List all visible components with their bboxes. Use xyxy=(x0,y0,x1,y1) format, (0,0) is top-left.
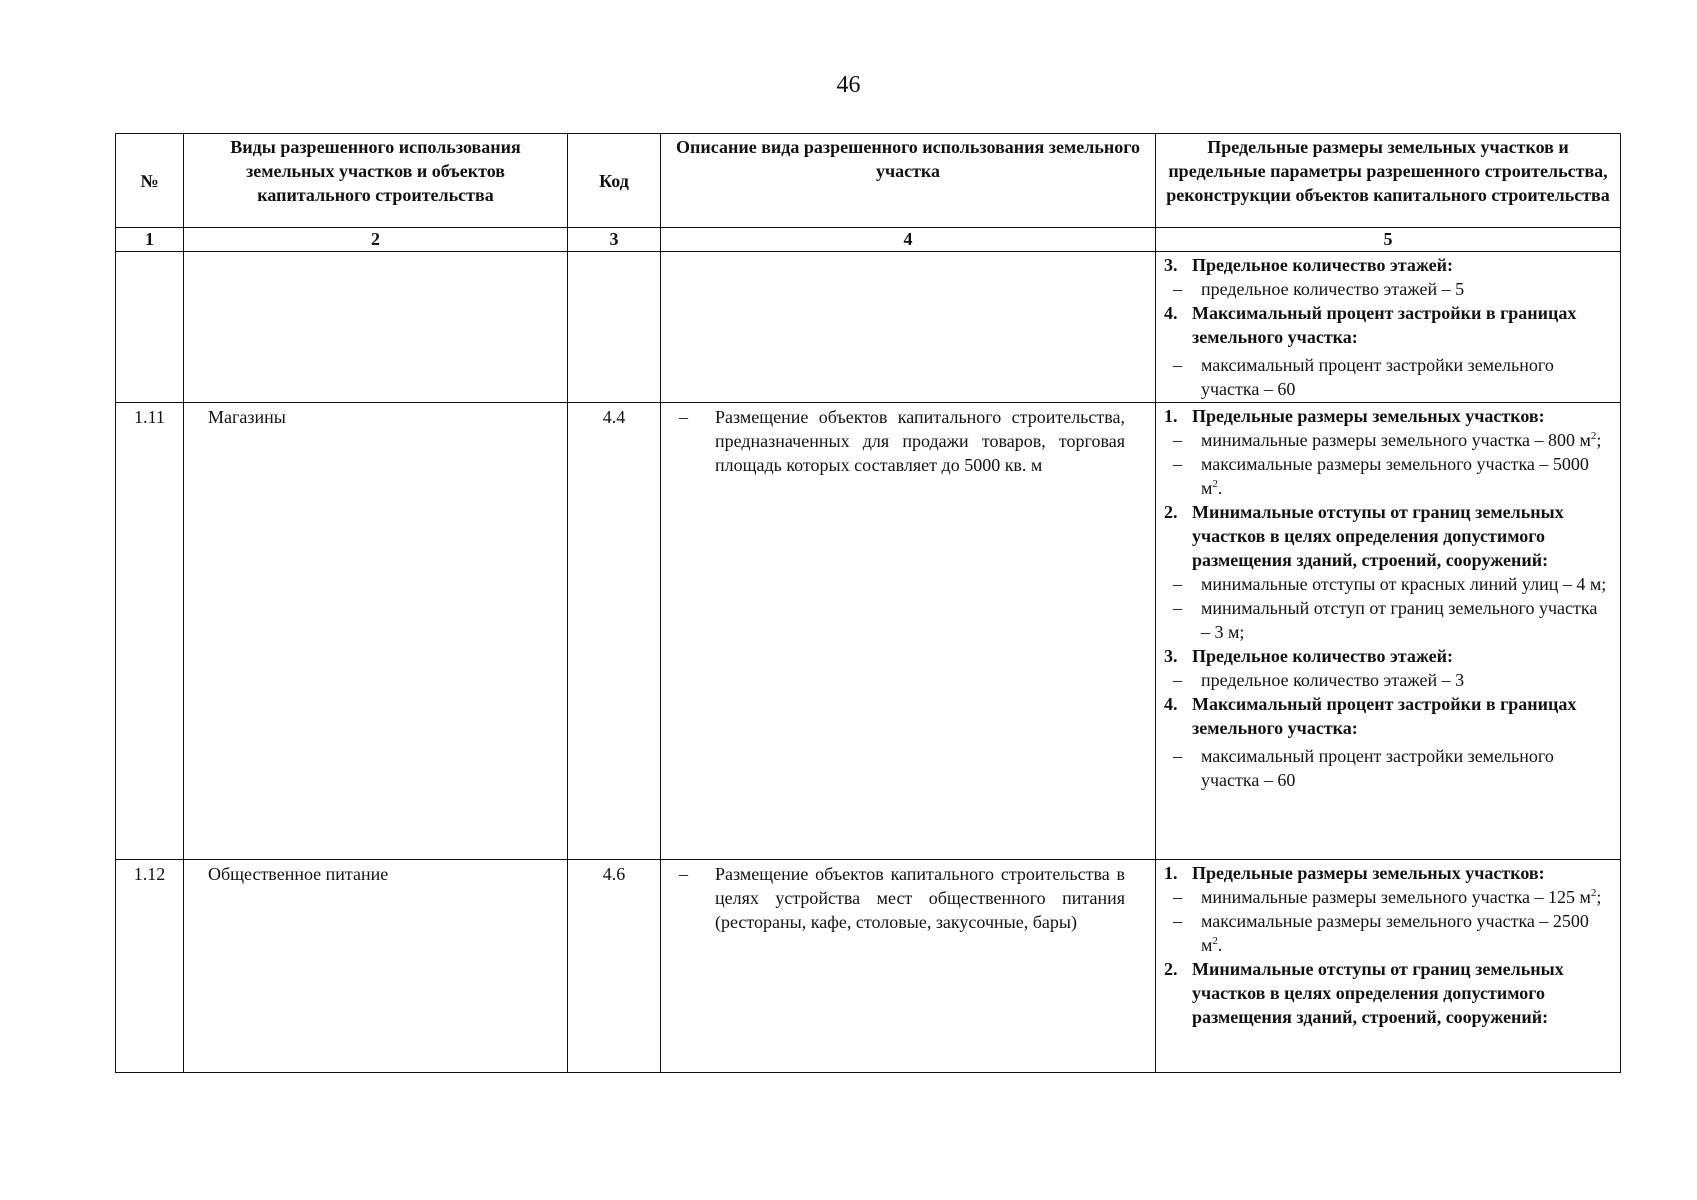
dash-bullet: – xyxy=(1173,279,1182,299)
param-section-number: 1. xyxy=(1164,863,1178,883)
param-item xyxy=(1164,885,1608,909)
row-code: 4.4 xyxy=(568,403,661,860)
dash-bullet: – xyxy=(1173,746,1182,766)
param-item-text: минимальные размеры земельного участка – 800 $м^2$; xyxy=(1201,430,1602,450)
param-item xyxy=(1164,909,1608,957)
dash-bullet: – xyxy=(1173,670,1182,690)
row-name xyxy=(184,252,568,403)
param-item xyxy=(1164,668,1608,692)
header-description: Описание вида разрешенного использования земельного участка xyxy=(661,134,1156,228)
row-name: Магазины xyxy=(184,403,568,860)
param-section xyxy=(1164,692,1608,740)
row-description xyxy=(661,252,1156,403)
row-params xyxy=(1156,252,1621,403)
param-item xyxy=(1164,277,1608,301)
param-item-text: минимальные размеры земельного участка – 125 $м^2$; xyxy=(1201,887,1602,907)
header-limits: Предельные размеры земельных участков и предельные параметры разрешенного строительства, реконструкции объектов капитального строительства xyxy=(1156,134,1621,228)
description-item xyxy=(677,405,1125,477)
param-item-text: минимальные отступы от красных линий улиц – 4 м; xyxy=(1201,574,1607,594)
param-item xyxy=(1164,572,1608,596)
description-text: Размещение объектов капитального строительства, предназначенных для продажи товаров, торговая площадь которых составляет до 5000 кв. м xyxy=(715,407,1125,475)
param-section xyxy=(1164,861,1608,885)
dash-bullet: – xyxy=(1173,430,1182,450)
dash-bullet: – xyxy=(679,407,688,427)
table-header-row xyxy=(116,134,1621,228)
param-section-heading: Максимальный процент застройки в границах земельного участка: xyxy=(1192,694,1577,738)
description-item xyxy=(677,862,1125,934)
column-number: 5 xyxy=(1156,228,1621,252)
page-number: 46 xyxy=(836,72,861,98)
param-section xyxy=(1164,500,1608,572)
row-description xyxy=(661,860,1156,1073)
dash-bullet: – xyxy=(1173,355,1182,375)
param-section-number: 1. xyxy=(1164,406,1178,426)
param-section-heading: Максимальный процент застройки в границах земельного участка: xyxy=(1192,303,1577,347)
header-num: № xyxy=(116,134,184,228)
param-section-heading: Минимальные отступы от границ земельных участков в целях определения допустимого размещения зданий, строений, сооружений: xyxy=(1192,502,1564,570)
dash-bullet: – xyxy=(1173,574,1182,594)
table-row xyxy=(116,403,1621,860)
row-params xyxy=(1156,860,1621,1073)
param-section xyxy=(1164,957,1608,1029)
dash-bullet: – xyxy=(1173,911,1182,931)
row-code xyxy=(568,252,661,403)
description-text: Размещение объектов капитального строительства в целях устройства мест общественного питания (рестораны, кафе, столовые, закусочные, бары) xyxy=(715,864,1125,932)
dash-bullet: – xyxy=(1173,454,1182,474)
param-section xyxy=(1164,301,1608,349)
column-number: 1 xyxy=(116,228,184,252)
param-item xyxy=(1164,428,1608,452)
param-section-heading: Предельные размеры земельных участков: xyxy=(1192,863,1545,883)
row-num: 1.11 xyxy=(116,403,184,860)
param-section xyxy=(1164,253,1608,277)
param-item xyxy=(1164,452,1608,500)
param-section xyxy=(1164,644,1608,668)
row-description xyxy=(661,403,1156,860)
column-number: 3 xyxy=(568,228,661,252)
param-item-text: предельное количество этажей – 3 xyxy=(1201,670,1465,690)
header-types: Виды разрешенного использования земельных участков и объектов капитального строительства xyxy=(184,134,568,228)
param-item-text: максимальные размеры земельного участка – 5000 $м^2$. xyxy=(1201,454,1589,498)
param-item xyxy=(1164,744,1608,792)
dash-bullet: – xyxy=(679,864,688,884)
param-section-heading: Предельные размеры земельных участков: xyxy=(1192,406,1545,426)
header-code: Код xyxy=(568,134,661,228)
param-section-number: 4. xyxy=(1164,303,1178,323)
param-item-text: предельное количество этажей – 5 xyxy=(1201,279,1465,299)
param-section-number: 3. xyxy=(1164,255,1178,275)
table-row xyxy=(116,252,1621,403)
dash-bullet: – xyxy=(1173,887,1182,907)
row-name: Общественное питание xyxy=(184,860,568,1073)
param-section-heading: Предельное количество этажей: xyxy=(1192,255,1453,275)
row-num xyxy=(116,252,184,403)
column-number: 2 xyxy=(184,228,568,252)
param-item-text: максимальные размеры земельного участка – 2500 $м^2$. xyxy=(1201,911,1589,955)
param-section-heading: Минимальные отступы от границ земельных участков в целях определения допустимого размещения зданий, строений, сооружений: xyxy=(1192,959,1564,1027)
param-item-text: минимальный отступ от границ земельного участка – 3 м; xyxy=(1201,598,1598,642)
land-use-table xyxy=(115,133,1621,1073)
param-item xyxy=(1164,353,1608,401)
table-row xyxy=(116,860,1621,1073)
column-number: 4 xyxy=(661,228,1156,252)
param-item-text: максимальный процент застройки земельного участка – 60 xyxy=(1201,355,1554,399)
param-section-heading: Предельное количество этажей: xyxy=(1192,646,1453,666)
param-section xyxy=(1164,404,1608,428)
column-number-row xyxy=(116,228,1621,252)
row-code: 4.6 xyxy=(568,860,661,1073)
param-section-number: 3. xyxy=(1164,646,1178,666)
param-item-text: максимальный процент застройки земельного участка – 60 xyxy=(1201,746,1554,790)
row-num: 1.12 xyxy=(116,860,184,1073)
param-section-number: 4. xyxy=(1164,694,1178,714)
param-section-number: 2. xyxy=(1164,502,1178,522)
dash-bullet: – xyxy=(1173,598,1182,618)
row-params xyxy=(1156,403,1621,860)
param-item xyxy=(1164,596,1608,644)
param-section-number: 2. xyxy=(1164,959,1178,979)
